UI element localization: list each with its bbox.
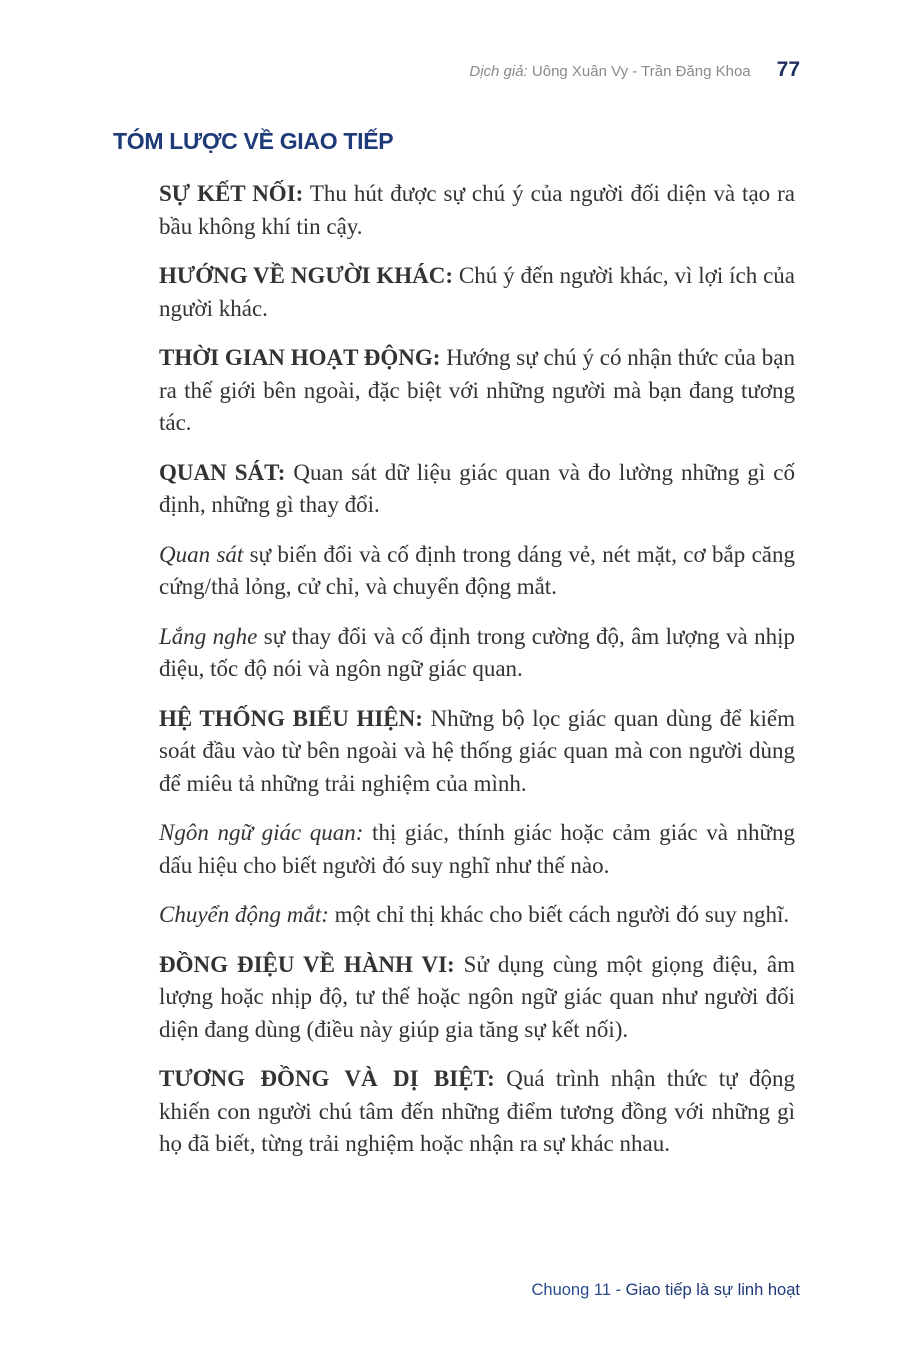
entry-uptime xyxy=(159,342,795,440)
entry-observation xyxy=(159,457,795,522)
entry-text: thị giác, thính giác hoặc cảm giác và những dấu hiệu cho biết người đó suy nghĩ như thế nào. xyxy=(159,820,795,878)
entry-text: Sử dụng cùng một giọng điệu, âm lượng hoặc nhịp độ, tư thế hoặc ngôn ngữ giác quan như người đối diện đang dùng (điều này giúp gia tăng sự kết nối). xyxy=(159,951,795,1042)
entry-text: Thu hút được sự chú ý của người đối diện và tạo ra bầu không khí tin cậy. xyxy=(159,181,795,239)
entry-similarity-difference xyxy=(159,1063,795,1161)
entry-eye-movement xyxy=(159,899,795,932)
entry-term: Chuyển động mắt: xyxy=(159,902,329,927)
entry-text: Quá trình nhận thức tự động khiến con người chú tâm đến những điểm tương đồng với những gì họ đã biết, từng trải nghiệm hoặc nhận ra sự khác nhau. xyxy=(159,1066,795,1156)
translator-names: Uông Xuân Vy - Trần Đăng Khoa xyxy=(531,63,751,80)
entry-behavioral-matching xyxy=(159,949,795,1047)
entry-text: sự thay đổi và cố định trong cường độ, âm lượng và nhịp điệu, tốc độ nói và ngôn ngữ giác quan. xyxy=(159,623,795,681)
entry-term: THỜI GIAN HOẠT ĐỘNG: xyxy=(159,345,441,370)
entry-term: ĐỒNG ĐIỆU VỀ HÀNH VI: xyxy=(159,951,455,977)
entry-text: Hướng sự chú ý có nhận thức của bạn ra thế giới bên ngoài, đặc biệt với những người mà bạn đang tương tác. xyxy=(159,345,795,435)
entry-term: SỰ KẾT NỐI: xyxy=(159,181,304,206)
entry-term: Lắng nghe xyxy=(159,623,258,649)
entry-representational-systems xyxy=(159,703,795,801)
section-title: TÓM LƯỢC VỀ GIAO TIẾP xyxy=(113,128,394,154)
running-header xyxy=(469,58,800,82)
entry-term: HƯỚNG VỀ NGƯỜI KHÁC: xyxy=(159,263,454,288)
entry-observe-detail xyxy=(159,539,795,604)
entry-term: HỆ THỐNG BIỂU HIỆN: xyxy=(159,705,423,731)
entry-term: QUAN SÁT: xyxy=(159,459,286,485)
entry-text: sự biến đổi và cố định trong dáng vẻ, nét mặt, cơ bắp căng cứng/thả lỏng, cử chỉ, và chuyển động mắt. xyxy=(159,541,796,599)
page-number: 77 xyxy=(776,58,800,81)
entry-connection xyxy=(159,178,795,243)
entry-term: Ngôn ngữ giác quan: xyxy=(159,820,364,845)
entry-text: một chỉ thị khác cho biết cách người đó suy nghĩ. xyxy=(328,902,790,927)
entry-sensory-language xyxy=(159,817,795,882)
entry-text: Chú ý đến người khác, vì lợi ích của người khác. xyxy=(159,263,795,321)
summary-list xyxy=(159,178,795,1178)
entry-text: Quan sát dữ liệu giác quan và đo lường những gì cố định, những gì thay đổi. xyxy=(159,459,795,517)
entry-others-oriented xyxy=(159,260,795,325)
entry-term: Quan sát xyxy=(159,541,244,567)
chapter-title: Giao tiếp là sự linh hoạt xyxy=(625,1281,800,1299)
running-footer xyxy=(531,1281,800,1300)
translator-label: Dịch giả: xyxy=(469,63,528,80)
entry-term: TƯƠNG ĐỒNG VÀ DỊ BIỆT: xyxy=(159,1066,495,1091)
entry-listen-detail xyxy=(159,621,795,686)
entry-text: Những bộ lọc giác quan dùng để kiểm soát đầu vào từ bên ngoài và hệ thống giác quan mà con người dùng để miêu tả những trải nghiệm của mình. xyxy=(159,705,795,796)
chapter-number: Chuong 11 - xyxy=(531,1281,622,1299)
